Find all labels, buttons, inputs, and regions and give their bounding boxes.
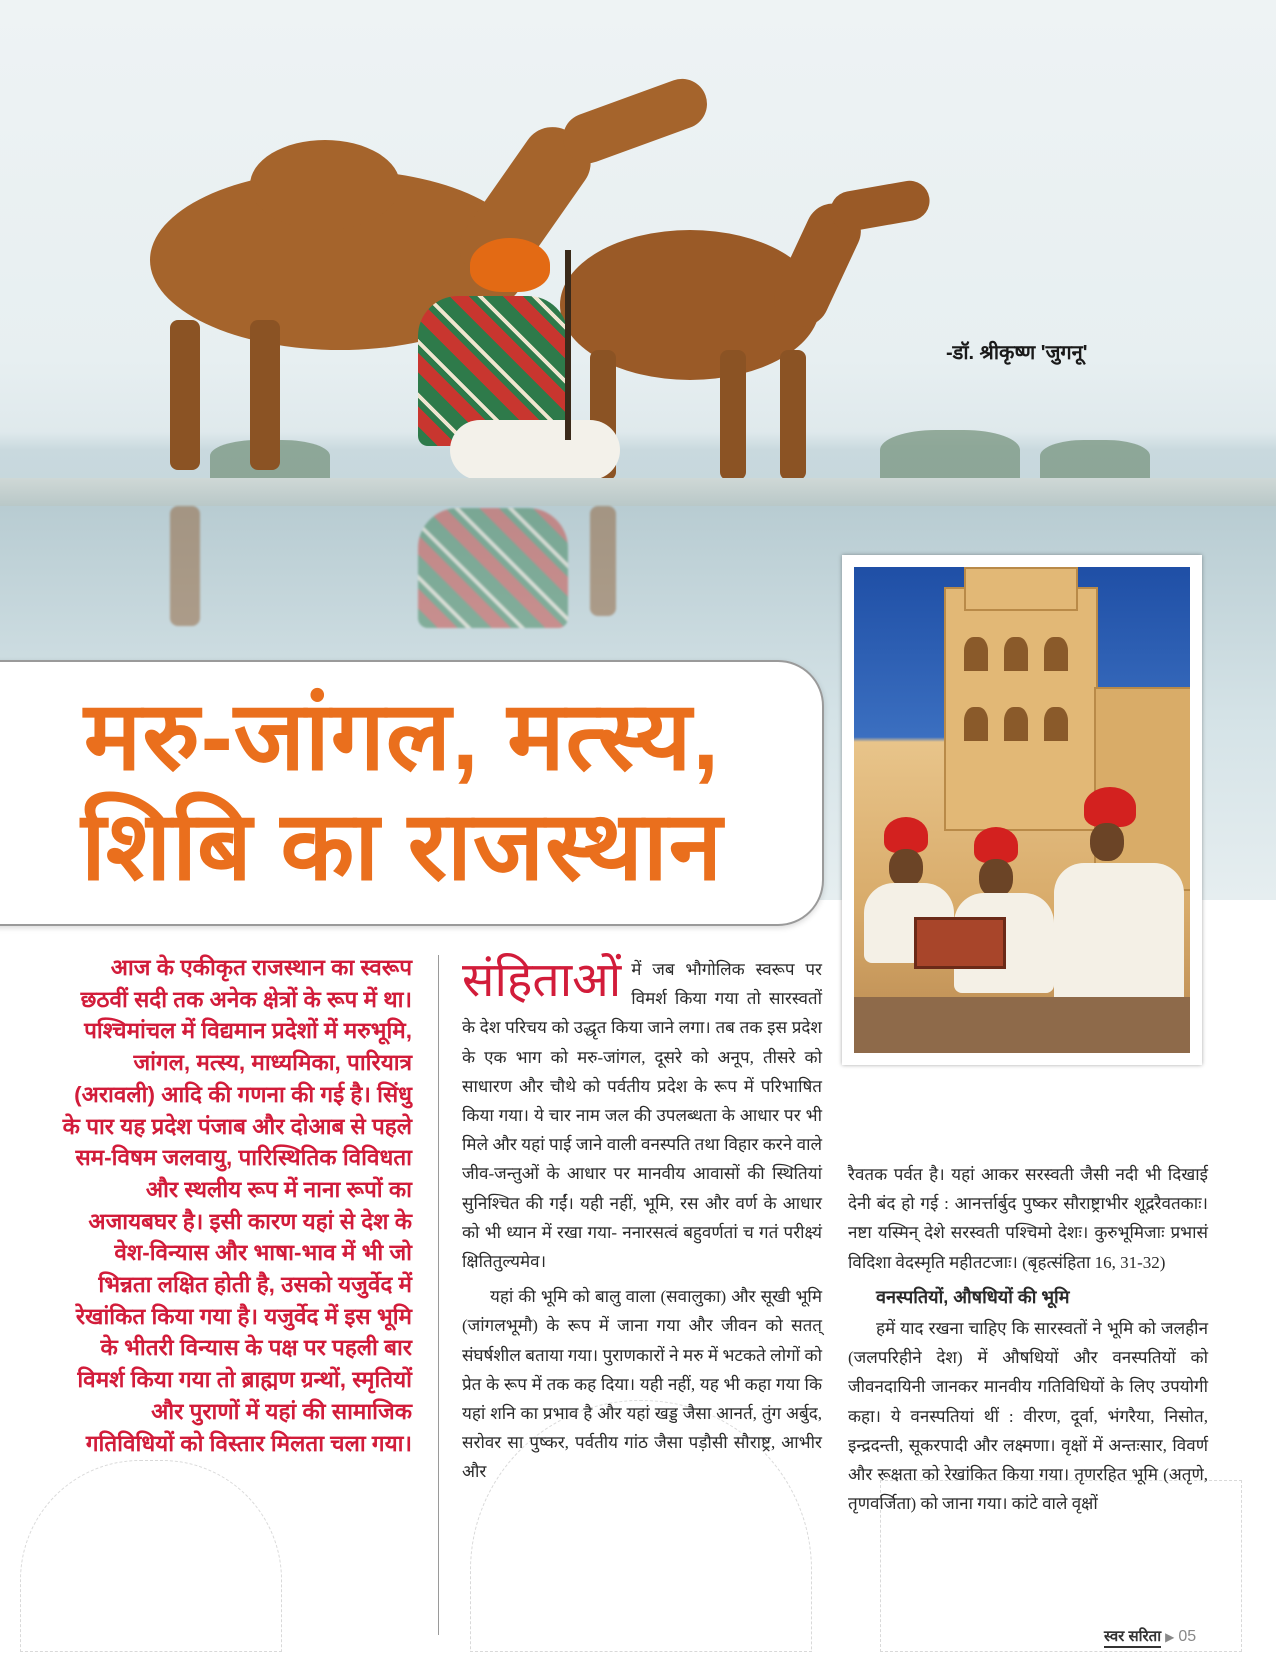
window <box>1044 637 1068 671</box>
man-turban <box>470 238 550 292</box>
background-trees <box>880 430 1020 480</box>
author-byline: -डॉ. श्रीकृष्ण 'जुगनू' <box>946 342 1088 364</box>
window <box>1004 637 1028 671</box>
title-line-1: मरु-जांगल, मत्स्य, <box>83 683 721 790</box>
paragraph: हमें याद रखना चाहिए कि सारस्वतों ने भूमि को जलहीन (जलपरिहीने देश) में औषधियों और वनस्पतियों को जीवनदायिनी जानकर मानवीय गतिविधियों के लिए उपयोगी कहा। ये वनस्पतियां थीं : वीरण, दूर्वा, भंगरैया, निसोत, इन्द्रदन्ती, सूकरपादी और लक्ष्मणा। वृक्षों में अन्तःसार, विवर्ण और रूक्षता को रेखांकित किया गया। तृणरहित भूमि (अतृणे, तृणवर्जिता) को जाना गया। कांटे वाले वृक्षों <box>848 1319 1208 1514</box>
section-subheading: वनस्पतियों, औषधियों की भूमि <box>876 1286 1070 1307</box>
shoreline <box>0 478 1276 506</box>
paragraph <box>462 955 822 1276</box>
reflection <box>170 506 200 626</box>
reflection <box>590 506 616 616</box>
window <box>964 707 988 741</box>
camel-leg <box>720 350 746 480</box>
walking-stick <box>565 250 571 440</box>
window <box>1044 707 1068 741</box>
column-divider <box>438 955 439 1635</box>
haveli-tower <box>964 567 1078 611</box>
musician-face <box>889 849 923 887</box>
camel-leg <box>170 320 200 470</box>
musician-face <box>1090 823 1124 861</box>
magazine-name: स्वर सरिता <box>1104 1626 1161 1648</box>
window <box>964 637 988 671</box>
camel-hump <box>250 140 400 230</box>
camel-leg <box>780 350 806 480</box>
musician-kurta <box>1054 863 1184 1013</box>
musician-turban <box>974 827 1018 863</box>
musician-turban <box>884 817 928 853</box>
title-panel <box>0 660 824 926</box>
man-dhoti <box>450 420 620 480</box>
camel-leg <box>250 320 280 470</box>
window <box>1004 707 1028 741</box>
paragraph: यहां की भूमि को बालु वाला (सवालुका) और सूखी भूमि (जांगलभूमौ) के रूप में जाना गया और जीवन को सतत् संघर्षशील बताया गया। पुराणकारों ने मरु में भटकते लोगों को प्रेत के रूप में तक कह दिया। यही नहीं, यह भी कहा गया कि यहां शनि का प्रभाव है और यहां खड्ड जैसा आनर्त, तुंग अर्बुद, सरोवर सा पुष्कर, पर्वतीय गांठ जैसा पड़ौसी सौराष्ट्र, आभीर और <box>462 1287 822 1482</box>
title-line-2: शिबि का राजस्थान <box>80 793 724 900</box>
inset-photo-frame <box>842 555 1202 1065</box>
harmonium <box>914 917 1006 969</box>
background-trees <box>1040 440 1150 480</box>
reflection <box>418 508 568 628</box>
carpet <box>854 997 1190 1053</box>
page-footer <box>1104 1626 1196 1648</box>
body-text-column-middle <box>462 955 822 1493</box>
musician-face <box>979 859 1013 897</box>
intro-text-column: आज के एकीकृत राजस्थान का स्वरूप छठवीं सदी तक अनेक क्षेत्रों के रूप में था। पश्चिमांचल में विद्यमान प्रदेशों में मरुभूमि, जांगल, मत्स्य, माध्यमिका, पारियात्र (अरावली) आदि की गणना की गई है। सिंधु के पार यह प्रदेश पंजाब और दोआब से पहले सम-विषम जलवायु, पारिस्थितिक विविधता और स्थलीय रूप में नाना रूपों का अजायबघर है। इसी कारण यहां से देश के वेश-विन्यास और भाषा-भाव में भी जो भिन्नता लक्षित होती है, उसको यजुर्वेद में रेखांकित किया गया है। यजुर्वेद में इस भूमि के भीतरी विन्यास के पक्ष पर पहली बार विमर्श किया गया तो ब्राह्मण ग्रन्थों, स्मृतियों और पुराणों में यहां की सामाजिक गतिविधियों को विस्तार मिलता चला गया। <box>62 955 412 1456</box>
dropcap-word: संहिताओं <box>462 954 622 1007</box>
background-architecture-sketch <box>20 1460 282 1652</box>
body-text-column-right <box>848 1160 1208 1524</box>
camel-head <box>827 178 932 235</box>
camel-head <box>556 72 714 170</box>
page-number: 05 <box>1178 1628 1197 1645</box>
arrow-icon: ▶ <box>1165 1630 1175 1644</box>
musician-turban <box>1084 787 1136 827</box>
paragraph-text: में जब भौगोलिक स्वरूप पर विमर्श किया गया तो सारस्वतों के देश परिचय को उद्धृत किया जाने लगा। तब तक इस प्रदेश के एक भाग को मरु-जांगल, दूसरे को अनूप, तीसरे को साधारण और चौथे को पर्वतीय प्रदेश के रूप में परिभाषित किया गया। ये चार नाम जल की उपलब्धता के आधार पर भी मिले और यहां पाई जाने वाली वनस्पति तथा विहार करने वाले जीव-जन्तुओं के आधार पर मानवीय आवासों की स्थितियां सुनिश्चित की गईं। यही नहीं, भूमि, रस और वर्ण के आधार को भी ध्यान में रखा गया- ननारसत्वं बहुवर्णतां च गतं परीक्ष्यं क्षितितुल्यमेव। <box>462 960 822 1272</box>
inset-photo-musicians <box>854 567 1190 1053</box>
paragraph: रैवतक पर्वत है। यहां आकर सरस्वती जैसी नदी भी दिखाई देनी बंद हो गई : आनर्त्तार्बुद पुष्कर सौराष्ट्राभीर शूद्ररैवतकाः। नष्टा यस्मिन् देशे सरस्वती पश्चिमो देशः। कुरुभूमिजाः प्रभासं विदिशा वेदस्मृति महीतटजाः। (बृहत्संहिता 16, 31-32) <box>848 1165 1208 1272</box>
